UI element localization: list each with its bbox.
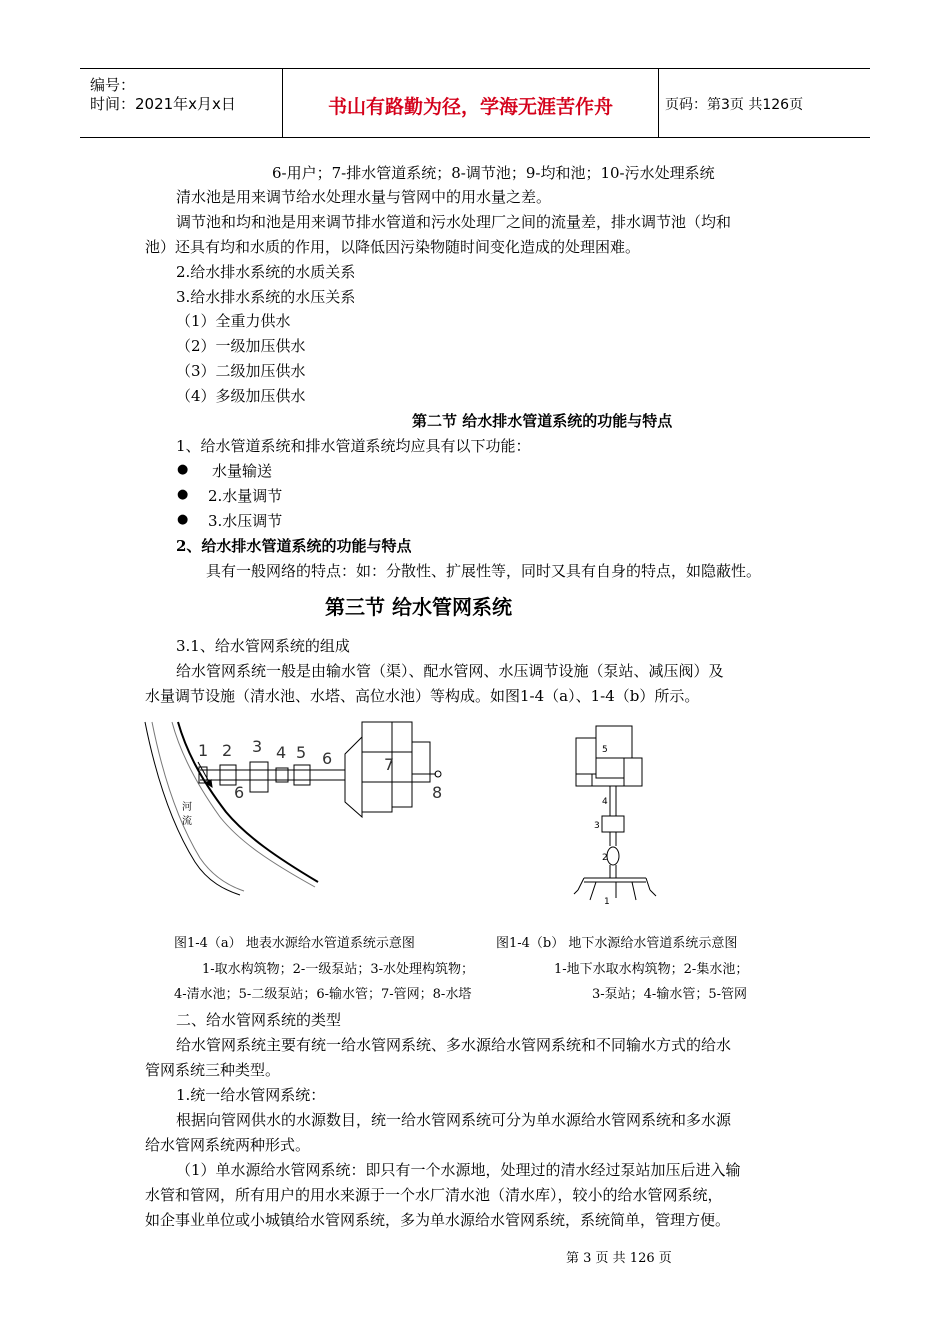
list-item: 2.水量调节 bbox=[208, 487, 283, 505]
river-label: 流 bbox=[182, 816, 192, 827]
fig-a-label: 2 bbox=[222, 741, 233, 760]
page-label: 页码：第3页 共126页 bbox=[665, 97, 804, 113]
page-header bbox=[80, 68, 870, 138]
code-label: 编号： bbox=[90, 76, 136, 94]
header-motto: 书山有路勤为径，学海无涯苦作舟 bbox=[327, 96, 613, 118]
text-line: 2.给水排水系统的水质关系 bbox=[176, 263, 356, 281]
figure-a-legend: 4-清水池；5-二级泵站；6-输水管；7-管网；8-水塔 bbox=[174, 987, 472, 1002]
text-line: 1、给水管道系统和排水管道系统均应具有以下功能： bbox=[176, 437, 531, 455]
figure-b-caption: 图1-4（b） 地下水源给水管道系统示意图 bbox=[496, 936, 738, 951]
list-item: 3.水压调节 bbox=[208, 512, 283, 530]
text-line: （1）全重力供水 bbox=[176, 312, 291, 330]
section-heading: 第三节 给水管网系统 bbox=[325, 595, 512, 619]
fig-a-label: 3 bbox=[252, 737, 263, 756]
text-line: 3.1、给水管网系统的组成 bbox=[176, 637, 350, 655]
bullet-dot: ● bbox=[177, 487, 189, 502]
header-page-cell bbox=[659, 69, 870, 137]
text-line: （1）单水源给水管网系统：即只有一个水源地，处理过的清水经过泵站加压后进入输 bbox=[176, 1161, 741, 1179]
section-heading: 第二节 给水排水管道系统的功能与特点 bbox=[412, 412, 673, 430]
fig-a-label: 8 bbox=[432, 783, 443, 802]
text-line: 水管和管网，所有用户的用水来源于一个水厂清水池（清水库），较小的给水管网系统， bbox=[145, 1186, 723, 1204]
time-label: 时间：2021年x月x日 bbox=[90, 95, 236, 113]
fig-a-label: 6 bbox=[322, 749, 333, 768]
text-line: 清水池是用来调节给水处理水量与管网中的用水量之差。 bbox=[176, 188, 552, 206]
text-line: （2）一级加压供水 bbox=[176, 337, 306, 355]
text-line: （3）二级加压供水 bbox=[176, 362, 306, 380]
fig-b-label: 2 bbox=[602, 853, 608, 863]
list-item: 水量输送 bbox=[212, 462, 273, 480]
text-line: 调节池和均和池是用来调节排水管道和污水处理厂之间的流量差，排水调节池（均和 bbox=[176, 213, 732, 231]
fig-a-label: 4 bbox=[276, 743, 287, 762]
page-footer: 第 3 页 共 126 页 bbox=[566, 1251, 672, 1266]
figure-a-diagram bbox=[140, 712, 470, 902]
figure-a-caption: 图1-4（a） 地表水源给水管道系统示意图 bbox=[174, 936, 415, 951]
text-line: 根据向管网供水的水源数目，统一给水管网系统可分为单水源给水管网系统和多水源 bbox=[176, 1111, 732, 1129]
fig-b-label: 3 bbox=[594, 821, 600, 831]
text-line: 3.给水排水系统的水压关系 bbox=[176, 288, 356, 306]
fig-a-label: 6 bbox=[234, 783, 245, 802]
text-line: 具有一般网络的特点：如：分散性、扩展性等，同时又具有自身的特点，如隐蔽性。 bbox=[206, 562, 762, 580]
text-line: （4）多级加压供水 bbox=[176, 387, 306, 405]
fig-b-label: 1 bbox=[604, 897, 610, 907]
fig-a-label: 1 bbox=[198, 741, 209, 760]
fig-a-label: 7 bbox=[384, 755, 395, 774]
fig-a-label: 5 bbox=[296, 743, 307, 762]
text-line: 给水管网系统主要有统一给水管网系统、多水源给水管网系统和不同输水方式的给水 bbox=[176, 1036, 732, 1054]
subheading: 2、给水排水管道系统的功能与特点 bbox=[176, 537, 412, 555]
figure-b-legend: 3-泵站；4-输水管；5-管网 bbox=[592, 987, 747, 1002]
text-line: 管网系统三种类型。 bbox=[145, 1061, 281, 1079]
text-line: 二、给水管网系统的类型 bbox=[176, 1011, 342, 1029]
bullet-dot: ● bbox=[177, 462, 189, 477]
text-line: 给水管网系统一般是由输水管（渠）、配水管网、水压调节设施（泵站、减压阀）及 bbox=[176, 662, 724, 680]
text-line: 给水管网系统两种形式。 bbox=[145, 1136, 311, 1154]
text-line: 如企事业单位或小城镇给水管网系统，多为单水源给水管网系统，系统简单，管理方便。 bbox=[145, 1211, 731, 1229]
bullet-dot: ● bbox=[177, 512, 189, 527]
text-line: 1.统一给水管网系统： bbox=[176, 1086, 326, 1104]
text-line: 池）还具有均和水质的作用，以降低因污染物随时间变化造成的处理困难。 bbox=[145, 238, 641, 256]
figure-a-legend: 1-取水构筑物；2-一级泵站；3-水处理构筑物； bbox=[202, 962, 474, 977]
river-label: 河 bbox=[182, 802, 192, 813]
fig-b-label: 5 bbox=[602, 745, 608, 755]
text-line: 水量调节设施（清水池、水塔、高位水池）等构成。如图1-4（a）、1-4（b）所示。 bbox=[145, 687, 700, 705]
header-motto-cell bbox=[283, 69, 659, 137]
header-meta-cell bbox=[80, 69, 283, 137]
text-line: 6-用户；7-排水管道系统；8-调节池；9-均和池；10-污水处理系统 bbox=[272, 164, 715, 182]
fig-b-label: 4 bbox=[602, 797, 608, 807]
figure-b-diagram bbox=[560, 718, 670, 914]
figure-b-legend: 1-地下水取水构筑物；2-集水池； bbox=[554, 962, 749, 977]
